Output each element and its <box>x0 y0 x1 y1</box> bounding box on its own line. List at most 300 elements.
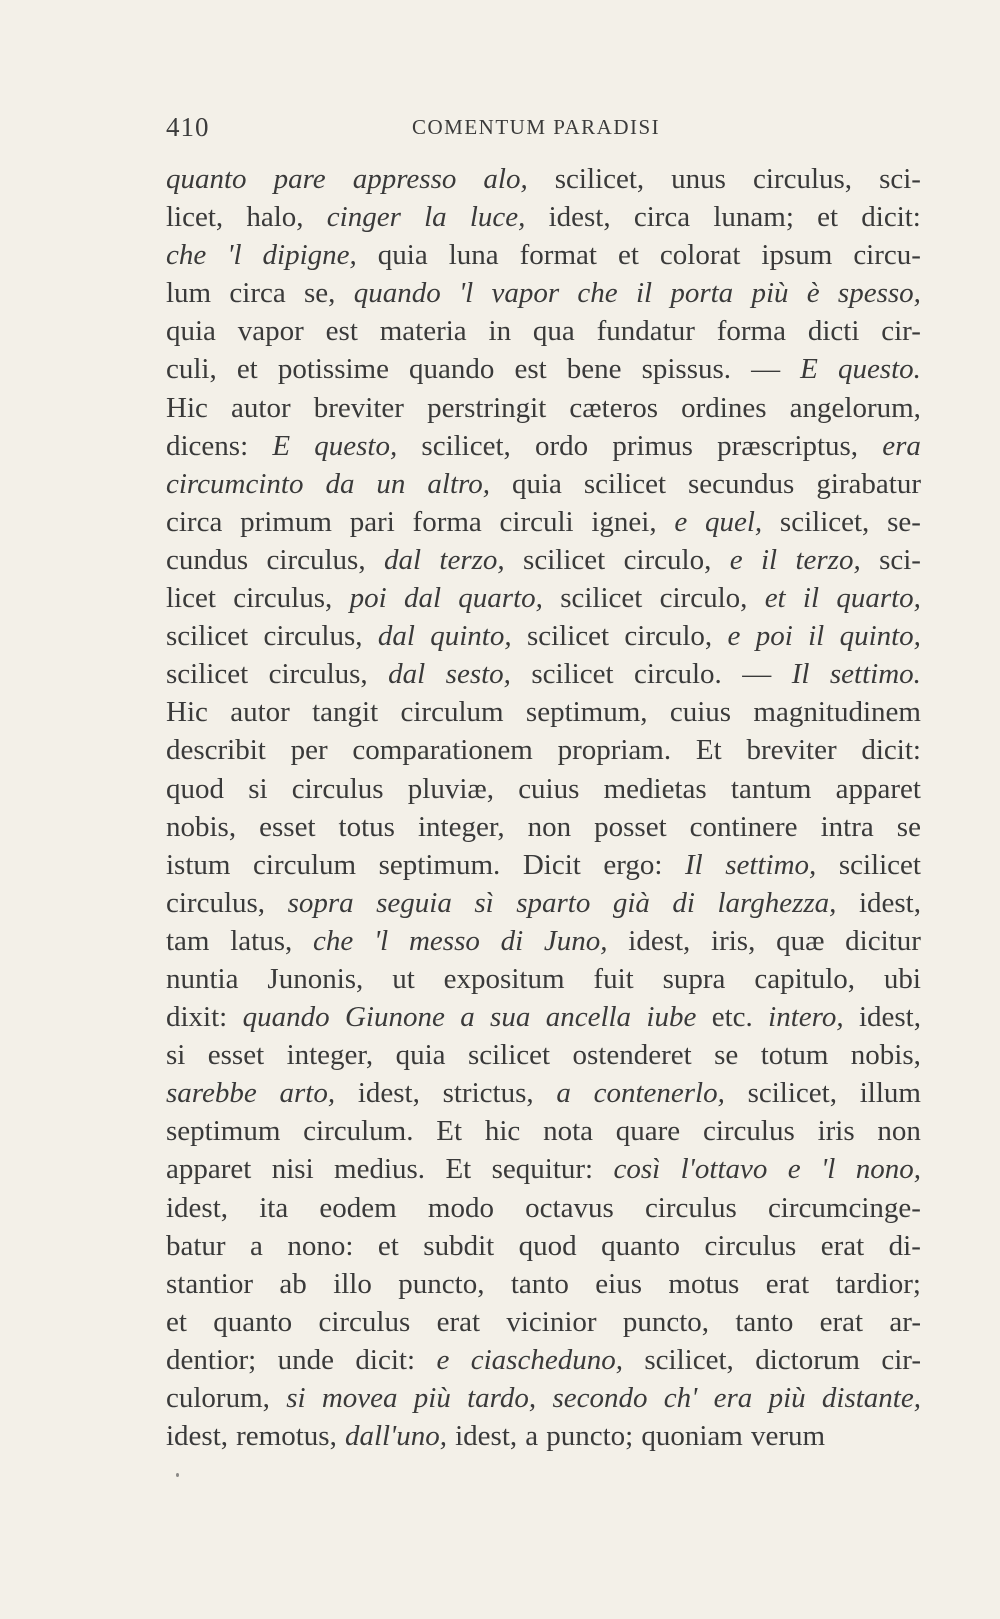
word: unus <box>671 163 726 195</box>
word: e <box>436 1343 450 1376</box>
word: Il <box>791 658 810 691</box>
word: expositum <box>443 962 565 995</box>
word: arto, <box>279 1077 336 1110</box>
word: girabatur <box>816 467 921 500</box>
word: medius. <box>334 1153 426 1186</box>
word: ita <box>259 1191 289 1224</box>
word: posset <box>594 810 667 843</box>
text-line <box>166 236 921 274</box>
word: iris <box>817 1115 855 1148</box>
word: puncto, <box>622 1305 710 1338</box>
word: quod <box>166 772 224 805</box>
word: dixit: <box>166 1001 228 1034</box>
word: fuit <box>593 962 634 995</box>
word: quando <box>353 277 441 310</box>
word: tantum <box>730 772 812 805</box>
word: et <box>236 353 258 386</box>
word: 'l <box>458 277 474 310</box>
word: dicit: <box>861 734 921 767</box>
word: circulum <box>400 696 504 729</box>
word: 'l <box>821 1153 836 1186</box>
text-line <box>166 1112 921 1150</box>
word: sequitur: <box>491 1153 594 1186</box>
word: unde <box>277 1343 334 1376</box>
word: già <box>612 886 650 919</box>
word: culi, <box>166 353 217 386</box>
word: apparet <box>835 772 921 805</box>
word: format <box>519 239 597 272</box>
word: Junonis, <box>267 962 364 995</box>
word: circulus, <box>268 658 368 691</box>
word: e <box>674 505 688 538</box>
word: si <box>248 772 268 805</box>
text-line <box>166 960 921 998</box>
word: lum <box>166 277 212 310</box>
text-line <box>166 312 921 350</box>
word: ordines <box>681 391 767 424</box>
word: non <box>877 1115 921 1148</box>
word: esset <box>259 810 316 843</box>
word: comparationem <box>352 734 533 767</box>
word: continere <box>689 810 798 843</box>
word: tanto <box>510 1267 569 1300</box>
word: sì <box>474 886 494 919</box>
word: halo, <box>246 201 304 234</box>
text-line <box>166 1265 921 1303</box>
word: Et <box>695 734 722 767</box>
word: dall'uno, <box>344 1420 448 1453</box>
word: se <box>714 1039 739 1072</box>
word: forma <box>716 315 786 348</box>
word: scilicet, <box>747 1077 837 1110</box>
word: erat <box>765 1267 810 1300</box>
word: idest, <box>548 201 611 234</box>
word: E <box>272 429 291 462</box>
word: e <box>787 1153 801 1186</box>
word: est <box>514 353 547 386</box>
word: a <box>556 1077 571 1110</box>
word: perstringit <box>427 391 547 424</box>
word: materia <box>379 315 467 348</box>
word: pluviæ, <box>407 772 494 805</box>
word: Giunone <box>344 1001 445 1034</box>
text-line <box>166 503 921 541</box>
word: capitulo, <box>754 962 856 995</box>
text-line <box>166 770 921 808</box>
word: sparto <box>516 886 591 919</box>
word: dal <box>403 582 441 615</box>
word: intero, <box>768 1001 844 1034</box>
word: così <box>613 1153 661 1186</box>
word: totum <box>760 1039 829 1072</box>
word: Il <box>684 848 703 881</box>
word: circulo, <box>624 620 713 653</box>
word: illo <box>333 1267 372 1300</box>
text-line <box>166 427 921 465</box>
word: subdit <box>423 1229 495 1262</box>
word: vicinior <box>506 1305 597 1338</box>
word: modo <box>427 1191 494 1224</box>
word: nono, <box>855 1153 921 1186</box>
word: in <box>488 315 512 348</box>
word: ordo <box>534 429 589 462</box>
word: circulus <box>704 1229 797 1262</box>
word: se <box>896 810 921 843</box>
word: circulus <box>291 772 384 805</box>
word: totus <box>338 810 395 843</box>
word: circulo. <box>634 658 722 691</box>
word: ignei, <box>591 505 657 538</box>
word: circulus, <box>263 620 363 653</box>
word: tardior; <box>835 1267 921 1300</box>
word: ostenderet <box>572 1039 692 1072</box>
word: E <box>800 353 818 386</box>
word: cundus <box>166 543 249 576</box>
word: terzo, <box>795 543 861 576</box>
word: quinto, <box>839 620 921 653</box>
word: colorat <box>659 239 741 272</box>
word: circa <box>229 277 286 310</box>
word: erat <box>436 1305 481 1338</box>
word: questo. <box>837 353 921 386</box>
word: più <box>751 277 789 310</box>
word: movea <box>321 1382 398 1414</box>
text-line <box>166 1303 921 1341</box>
word: un <box>376 467 406 500</box>
text-line <box>166 1189 921 1227</box>
word: licet <box>166 582 216 615</box>
word: integer, <box>286 1039 374 1072</box>
word: quia <box>166 315 216 348</box>
word: di- <box>888 1229 921 1262</box>
word: sci- <box>879 543 921 576</box>
word: septimum, <box>525 696 648 729</box>
word: a <box>460 1001 475 1034</box>
word: circa <box>166 505 223 538</box>
word: latus, <box>230 924 293 957</box>
word: circulus, <box>166 886 266 919</box>
word: era <box>882 429 921 462</box>
word: questo, <box>314 429 398 462</box>
word: culorum, <box>166 1382 270 1414</box>
word: quanto <box>166 163 247 195</box>
word: ab <box>279 1267 307 1300</box>
word: vapor <box>491 277 560 310</box>
text-line <box>166 998 921 1036</box>
word: quia <box>511 467 562 500</box>
word: dicens: <box>166 429 249 462</box>
word: puncto; <box>546 1420 634 1453</box>
word: vapor <box>237 315 304 348</box>
word: sarebbe <box>166 1077 257 1110</box>
word: breviter <box>313 391 404 424</box>
word: non <box>527 810 572 843</box>
text-line <box>166 1379 921 1417</box>
word: cæteros <box>569 391 658 424</box>
running-head: COMENTUM PARADISI <box>412 115 661 139</box>
word: — <box>751 353 781 386</box>
word: forma <box>412 505 482 538</box>
word: se, <box>304 277 336 310</box>
word: più <box>413 1382 451 1414</box>
word: cir- <box>881 1343 921 1376</box>
word: pare <box>273 163 326 195</box>
word: esset <box>207 1039 265 1072</box>
word: — <box>742 658 772 691</box>
word: nono: <box>287 1229 354 1262</box>
word: circulo, <box>659 582 748 615</box>
word: ch' <box>663 1382 698 1414</box>
word: idest, <box>858 1001 921 1034</box>
ink-speck <box>176 1473 179 1477</box>
word: verum <box>750 1420 826 1453</box>
word: quia <box>377 239 428 272</box>
word: Et <box>436 1115 463 1148</box>
word: che <box>166 239 207 272</box>
word: è <box>806 277 820 310</box>
word: Hic <box>166 696 208 729</box>
word: est <box>325 315 358 348</box>
word: supra <box>662 962 726 995</box>
word: messo <box>408 924 480 957</box>
word: scilicet <box>467 1039 551 1072</box>
word: dipigne, <box>262 239 357 272</box>
word: circu- <box>853 239 921 272</box>
page-header <box>166 112 926 152</box>
word: settimo. <box>829 658 921 691</box>
word: luna <box>448 239 499 272</box>
word: strictus, <box>442 1077 534 1110</box>
word: dicti <box>807 315 860 348</box>
word: ergo: <box>603 848 663 881</box>
word: quarto, <box>836 582 921 615</box>
word: et <box>377 1229 399 1262</box>
text-line <box>166 655 921 693</box>
text-line <box>166 846 921 884</box>
word: erat <box>819 1305 864 1338</box>
word: a <box>250 1229 263 1262</box>
word: quare <box>615 1115 681 1148</box>
page-number: 410 <box>166 112 210 142</box>
word: il <box>635 277 653 310</box>
word: circumcinge- <box>767 1191 921 1224</box>
word: nobis, <box>850 1039 921 1072</box>
word: scilicet, <box>554 163 645 195</box>
word: distante, <box>821 1382 921 1414</box>
word: dal <box>383 543 422 576</box>
word: eius <box>595 1267 642 1300</box>
word: Juno, <box>543 924 608 957</box>
word: batur <box>166 1229 226 1262</box>
word: idest, <box>455 1420 518 1453</box>
word: eodem <box>319 1191 397 1224</box>
word: si <box>286 1382 306 1414</box>
word: cinger <box>326 201 401 234</box>
word: idest, <box>166 1420 229 1453</box>
word: quando <box>242 1001 330 1034</box>
text-line <box>166 922 921 960</box>
word: iris, <box>711 924 756 957</box>
word: et <box>166 1305 187 1338</box>
word: illum <box>859 1077 921 1110</box>
word: nota <box>543 1115 593 1148</box>
word: che <box>577 277 618 310</box>
word: quanto <box>213 1305 293 1338</box>
word: iube <box>646 1001 697 1034</box>
word: scilicet <box>166 620 249 653</box>
word: scilicet <box>526 620 610 653</box>
word: pari <box>349 505 395 538</box>
text-line <box>166 1227 921 1265</box>
word: che <box>313 924 354 957</box>
word: quanto <box>601 1229 681 1262</box>
word: nobis, <box>166 810 237 843</box>
word: dentior; <box>166 1343 257 1376</box>
word: bene <box>566 353 622 386</box>
word: potissime <box>277 353 389 386</box>
word: sua <box>490 1001 531 1034</box>
text-line <box>166 389 921 427</box>
word: idest, <box>628 924 691 957</box>
text-line <box>166 693 921 731</box>
word: Et <box>445 1153 472 1186</box>
word: circulum <box>253 848 357 881</box>
word: ar- <box>889 1305 921 1338</box>
word: integer, <box>417 810 505 843</box>
word: nisi <box>271 1153 314 1186</box>
word: etc. <box>711 1001 753 1034</box>
word: puncto, <box>398 1267 485 1300</box>
word: cuius <box>669 696 732 729</box>
word: dicit: <box>355 1343 416 1376</box>
text-line <box>166 541 921 579</box>
word: intra <box>820 810 874 843</box>
word: quarto, <box>458 582 543 615</box>
word: ancella <box>545 1001 632 1034</box>
word: ciascheduno, <box>470 1343 623 1376</box>
text-line <box>166 465 921 503</box>
word: da <box>325 467 355 500</box>
word: et <box>617 239 639 272</box>
word: poi <box>349 582 387 615</box>
word: se- <box>887 505 921 538</box>
word: scilicet, <box>421 429 511 462</box>
word: circulus, <box>233 582 333 615</box>
word: di <box>500 924 524 957</box>
word: primum <box>240 505 332 538</box>
word: il <box>808 620 825 653</box>
word: circulo, <box>623 543 712 576</box>
word: scilicet <box>838 848 921 881</box>
text-line <box>166 884 921 922</box>
word: circulus <box>318 1305 411 1338</box>
word: stantior <box>166 1267 253 1300</box>
text-line <box>166 198 921 236</box>
word: propriam. <box>557 734 672 767</box>
word: quæ <box>776 924 825 957</box>
word: medietas <box>603 772 707 805</box>
word: nuntia <box>166 962 239 995</box>
word: angelorum, <box>789 391 921 424</box>
word: hic <box>484 1115 521 1148</box>
word: circumcinto <box>166 467 304 500</box>
word: dicitur <box>845 924 921 957</box>
text-line <box>166 1150 921 1188</box>
word: scilicet <box>531 658 614 691</box>
word: tanto <box>735 1305 794 1338</box>
text-line <box>166 274 921 312</box>
word: magnitudinem <box>753 696 921 729</box>
text-line <box>166 1074 921 1112</box>
word: lunam; <box>713 201 794 234</box>
text-line <box>166 1417 921 1455</box>
word: dicit: <box>861 201 921 234</box>
word: scilicet, <box>644 1343 734 1376</box>
word: più <box>768 1382 806 1414</box>
word: quel, <box>704 505 763 538</box>
word: fundatur <box>596 315 695 348</box>
word: di <box>672 886 695 919</box>
word: sopra <box>287 886 354 919</box>
word: quinto, <box>430 620 512 653</box>
word: circulus, <box>753 163 853 195</box>
word: idest, <box>166 1191 229 1224</box>
word: primus <box>612 429 693 462</box>
commentary-text <box>166 160 921 1455</box>
word: erat <box>820 1229 865 1262</box>
word: quando <box>409 353 495 386</box>
word: circuli <box>499 505 574 538</box>
word: qua <box>532 315 575 348</box>
text-line <box>166 1341 921 1379</box>
word: il <box>802 582 820 615</box>
word: autor <box>230 696 290 729</box>
word: dal <box>388 658 426 691</box>
word: larghezza, <box>717 886 837 919</box>
word: la <box>424 201 447 234</box>
word: tam <box>166 924 210 957</box>
word: quoniam <box>641 1420 743 1453</box>
word: remotus, <box>236 1420 337 1453</box>
word: il <box>760 543 778 576</box>
word: apparet <box>166 1153 252 1186</box>
word: terzo, <box>439 543 505 576</box>
word: era <box>713 1382 753 1414</box>
word: ubi <box>883 962 921 995</box>
word: octavus <box>525 1191 614 1224</box>
text-line <box>166 808 921 846</box>
word: si <box>166 1039 186 1072</box>
word: breviter <box>746 734 837 767</box>
word: appresso <box>352 163 457 195</box>
word: per <box>290 734 328 767</box>
word: spissus. <box>641 353 732 386</box>
word: porta <box>670 277 734 310</box>
word: Hic <box>166 391 208 424</box>
word: præscriptus, <box>717 429 859 462</box>
word: circa <box>633 201 691 234</box>
word: circulum. <box>303 1115 414 1148</box>
word: istum <box>166 848 231 881</box>
word: septimum <box>166 1115 281 1148</box>
word: Dicit <box>522 848 581 881</box>
word: autor <box>231 391 291 424</box>
word: poi <box>755 620 793 653</box>
word: e <box>727 620 741 653</box>
word: scilicet <box>523 543 606 576</box>
word: settimo, <box>725 848 817 881</box>
text-line <box>166 160 921 198</box>
